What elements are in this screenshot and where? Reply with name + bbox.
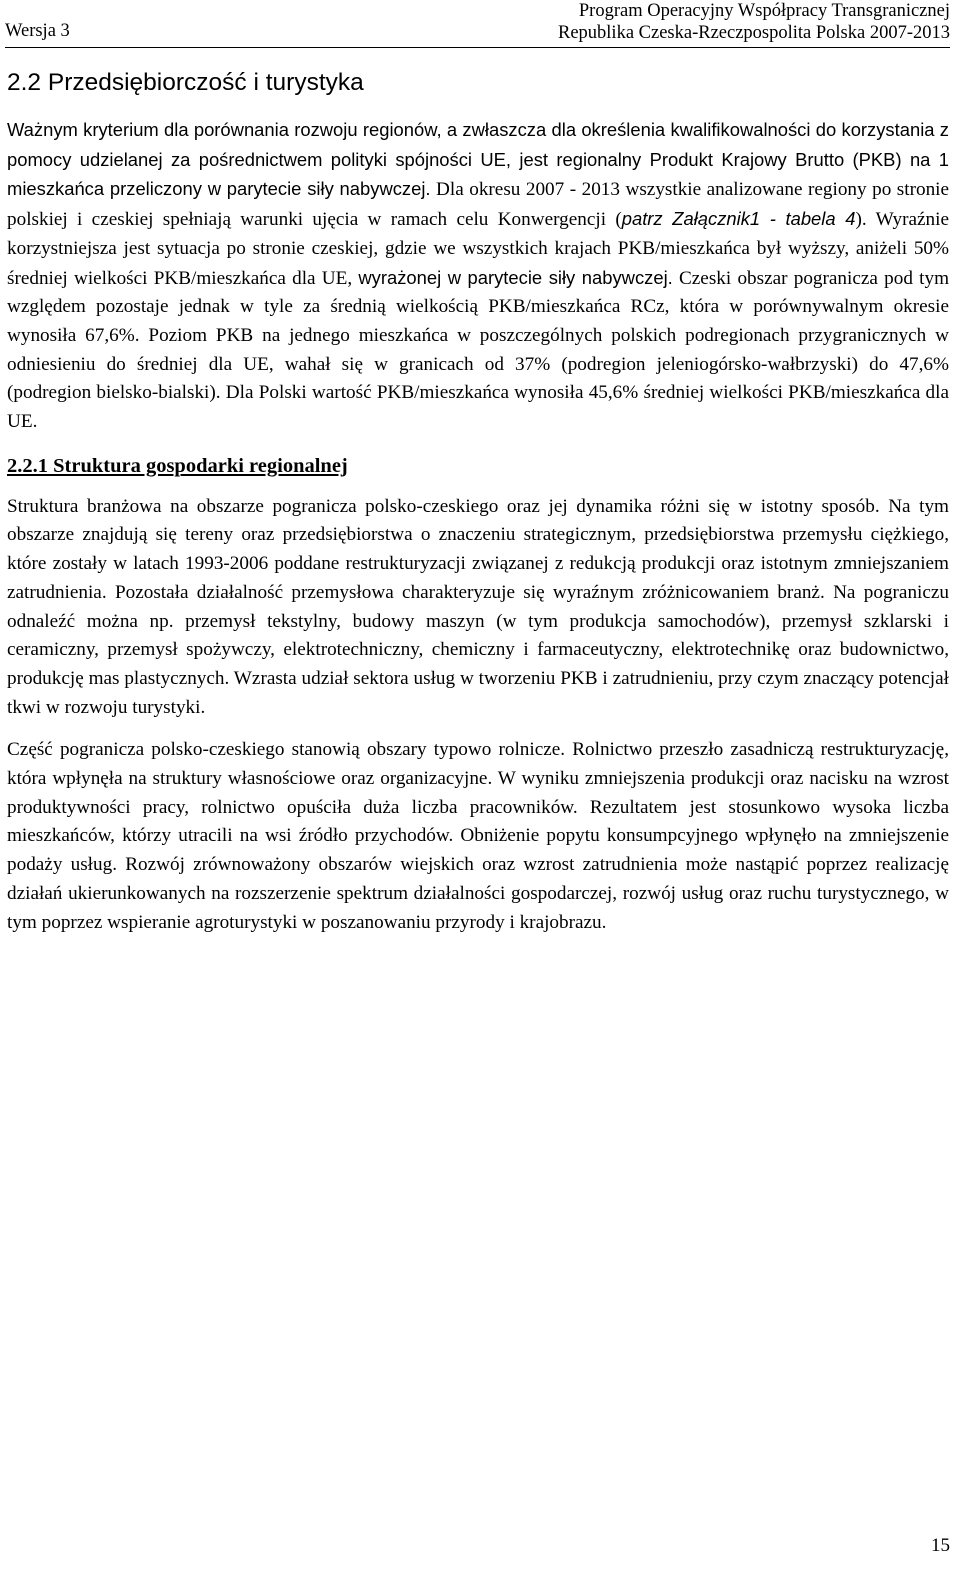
subsection-title — [7, 453, 949, 479]
paragraph-sans-part-2: wyrażonej w parytecie siły nabywczej. — [358, 266, 673, 288]
page-number: 15 — [931, 1535, 950, 1556]
paragraph-sans-intro: Ważnym kryterium dla porównania rozwoju regionów, a zwłaszcza dla określenia kwalifikowalności do korzystania z pomocy udzielanej za pośrednictwem polityki spójności UE, jest regionalny Produkt Krajowy Brutto (PKB) na 1 mieszkańca przeliczony w parytecie siły nabywczej. — [7, 119, 949, 200]
subsection-paragraph-agriculture: Część pogranicza polsko-czeskiego stanowią obszary typowo rolnicze. Rolnictwo przeszło zasadniczą restrukturyzację, która wpłynęła na struktury własnościowe oraz organizacyjne. W wyniku zmniejszenia produkcji oraz nacisku na wzrost produktywności pracy, rolnictwo opuściła duża liczba pracowników. Rezultatem jest stosunkowo wysoka liczba mieszkańców, którzy utracili na wsi źródło przychodów. Obniżenie popytu konsumpcyjnego wpłynęło na zmniejszenie podaży usług. Rozwój zrównoważony obszarów wiejskich oraz wzrost zatrudnienia może nastąpić poprzez realizację działań ukierunkowanych na rozszerzenie spektrum działalności gospodarczej, rozwój usług oraz ruchu turystycznego, w tym poprzez wspieranie agroturystyki w poszanowaniu przyrody i krajobrazu. — [7, 739, 949, 933]
paragraph-serif-part: Dla okresu 2007 - 2013 wszystkie analizowane regiony po stronie polskiej i czeskiej spełniają warunki ujęcia w ramach celu Konwergencji ( — [7, 179, 950, 231]
page-content — [7, 68, 949, 937]
program-title — [558, 0, 950, 44]
header-divider — [5, 47, 950, 48]
program-title-line-2: Republika Czeska-Rzeczpospolita Polska 2007-2013 — [557, 23, 950, 43]
paragraph-serif-rest: ). Wyraźnie korzystniejsza jest sytuacja po stronie czeskiej, gdzie we wszystkich krajach PKB/mieszkańca był wyższy, aniżeli 50% średniej wielkości PKB/mieszkańca dla UE, — [7, 209, 949, 289]
document-version: Wersja 3 — [5, 21, 70, 41]
section-title: 2.2 Przedsiębiorczość i turystyka — [7, 69, 364, 96]
paragraph-serif-final: Czeski obszar pogranicza pod tym względem pozostaje jednak w tyle za średnią wielkością PKB/mieszkańca RCz, która w porównywalnym okresie wynosiła 67,6%. Poziom PKB na jednego mieszkańca w poszczególnych polskich podregionach przygranicznych w odniesieniu do średniej dla UE, wahał się w granicach od 37% (podregion jeleniogórsko-wałbrzyski) do 47,6% (podregion bielsko-bialski). Dla Polski wartość PKB/mieszkańca wynosiła 45,6% średniej wielkości PKB/mieszkańca dla UE. — [7, 267, 949, 433]
section-paragraph-gdp — [7, 116, 949, 437]
annex-reference: patrz Załącznik1 - tabela 4 — [621, 208, 856, 230]
subsection-paragraph-structure: Struktura branżowa na obszarze pogranicza polsko-czeskiego oraz jej dynamika różni się w istotny sposób. Na tym obszarze znajdują się tereny oraz przedsiębiorstwa o znaczeniu strategicznym, przedsiębiorstwa przemysłu ciężkiego, które zostały w latach 1993-2006 poddane restrukturyzacji związanej z redukcją produkcji oraz istotnym zmniejszaniem zatrudnienia. Pozostała działalność przemysłowa charakteryzuje się wyraźnym zróżnicowaniem branż. Na pograniczu odnaleźć można np. przemysł tekstylny, budowy maszyn (w tym produkcja samochodów), przemysł szklarski i ceramiczny, przemysł spożywczy, elektrotechniczny, chemiczny i farmaceutyczny, elektrotechnikę oraz budownictwo, produkcję mas plastycznych. Wzrasta udział sektora usług w tworzeniu PKB i zatrudnieniu, przy czym znaczący potencjał tkwi w rozwoju turystyki. — [7, 495, 949, 718]
subsection-title-text: 2.2.1 Struktura gospodarki regionalnej — [7, 454, 348, 477]
program-title-line-1: Program Operacyjny Współpracy Transgranicznej — [578, 1, 950, 21]
